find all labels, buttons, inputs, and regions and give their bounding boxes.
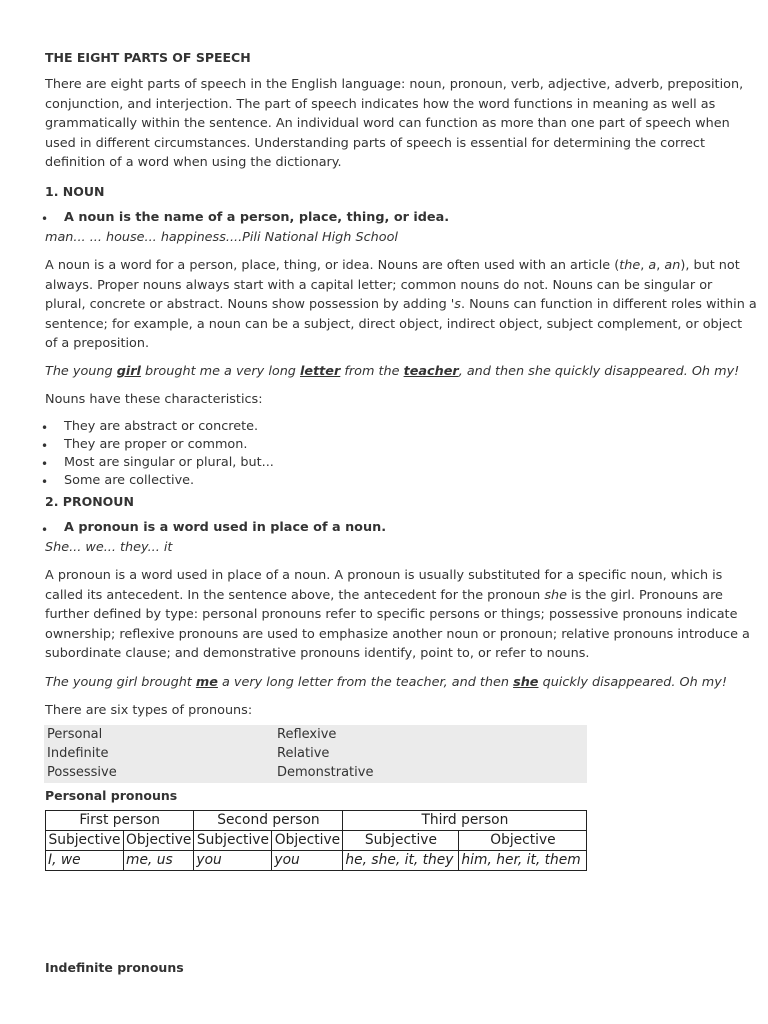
- table-group-header: Third person: [343, 811, 587, 831]
- indefinite-pronouns-heading: Indefinite pronouns: [45, 960, 184, 975]
- noun-examples: man... ... house... happiness....Pili National High School: [45, 230, 398, 245]
- bullet-icon: •: [41, 421, 49, 435]
- table-row: [46, 811, 587, 831]
- noun-example-sentence: The young girl brought me a very long letter from the teacher, and then she quickly disappeared. Oh my!: [45, 364, 740, 379]
- table-cell: him, her, it, them: [459, 851, 587, 871]
- table-row: [46, 851, 587, 871]
- pronoun-para-line: A pronoun is a word used in place of a noun. A pronoun is usually substituted for a specific noun, which is: [45, 568, 723, 583]
- list-item: Some are collective.: [64, 473, 195, 488]
- noun-definition: A noun is the name of a person, place, thing, or idea.: [64, 210, 450, 225]
- bullet-icon: •: [41, 523, 49, 537]
- pronoun-heading: 2. PRONOUN: [45, 494, 134, 509]
- pronoun-para-line: subordinate clause; and demonstrative pronouns identify, point to, or refer to nouns.: [45, 646, 590, 662]
- noun-paragraph: [45, 256, 757, 354]
- table-cell: me, us: [124, 851, 194, 871]
- table-cell: I, we: [46, 851, 124, 871]
- table-cell: you: [272, 851, 343, 871]
- pronoun-paragraph: [45, 566, 750, 664]
- table-subheader: Objective: [459, 831, 587, 851]
- bullet-icon: •: [41, 457, 49, 471]
- table-subheader: Objective: [272, 831, 343, 851]
- intro-line: definition of a word when using the dictionary.: [45, 155, 342, 171]
- intro-line: used in different circumstances. Understanding parts of speech is essential for determining the correct: [45, 135, 705, 151]
- intro-line: grammatically within the sentence. An individual word can function as more than one part of speech when: [45, 116, 730, 132]
- noun-para-line: always. Proper nouns always start with a capital letter; common nouns do not. Nouns can be singular or: [45, 277, 713, 293]
- pronoun-para-line: called its antecedent. In the sentence above, the antecedent for the pronoun she is the girl. Pronouns are: [45, 587, 723, 603]
- bullet-icon: •: [41, 475, 49, 489]
- bullet-icon: •: [41, 439, 49, 453]
- noun-heading: 1. NOUN: [45, 184, 105, 199]
- noun-para-line: plural, concrete or abstract. Nouns show possession by adding 's. Nouns can function in different roles within a: [45, 297, 757, 313]
- noun-para-line: of a preposition.: [45, 336, 150, 352]
- pronoun-types-intro: There are six types of pronouns:: [45, 703, 253, 718]
- pronoun-para-line: further defined by type: personal pronouns refer to specific persons or things; possessive pronouns indicate: [45, 607, 738, 623]
- pronoun-para-line: ownership; reflexive pronouns are used to emphasize another noun or pronoun; relative pronouns introduce a: [45, 626, 750, 642]
- table-cell: you: [194, 851, 272, 871]
- pronoun-definition: A pronoun is a word used in place of a noun.: [64, 520, 387, 535]
- pronoun-type: Possessive: [47, 765, 117, 780]
- noun-para-line: A noun is a word for a person, place, thing, or idea. Nouns are often used with an article (the, a, an), but not: [45, 258, 740, 273]
- intro-line: There are eight parts of speech in the English language: noun, pronoun, verb, adjective, adverb, preposition,: [45, 77, 744, 92]
- pronoun-type: Personal: [47, 727, 103, 742]
- intro-paragraph: [45, 75, 743, 173]
- pronoun-type: Relative: [277, 746, 330, 761]
- pronoun-examples: She... we... they... it: [45, 540, 173, 555]
- table-subheader: Subjective: [194, 831, 272, 851]
- bullet-icon: •: [41, 212, 49, 226]
- pronoun-example-sentence: The young girl brought me a very long letter from the teacher, and then she quickly disappeared. Oh my!: [45, 675, 727, 690]
- table-subheader: Subjective: [343, 831, 459, 851]
- table-row: [46, 831, 587, 851]
- page-title: THE EIGHT PARTS OF SPEECH: [45, 50, 251, 65]
- list-item: They are abstract or concrete.: [64, 419, 259, 434]
- list-item: They are proper or common.: [64, 437, 248, 452]
- pronoun-type: Demonstrative: [277, 765, 374, 780]
- table-subheader: Objective: [124, 831, 194, 851]
- intro-line: conjunction, and interjection. The part of speech indicates how the word functions in meaning as well as: [45, 96, 716, 112]
- table-cell: he, she, it, they: [343, 851, 459, 871]
- table-group-header: Second person: [194, 811, 343, 831]
- noun-characteristics-intro: Nouns have these characteristics:: [45, 392, 263, 407]
- list-item: Most are singular or plural, but...: [64, 455, 274, 470]
- table-subheader: Subjective: [46, 831, 124, 851]
- pronoun-type: Indefinite: [47, 746, 109, 761]
- personal-pronouns-table: [45, 810, 587, 871]
- noun-para-line: sentence; for example, a noun can be a subject, direct object, indirect object, subject complement, or object: [45, 316, 743, 332]
- table-group-header: First person: [46, 811, 194, 831]
- personal-pronouns-heading: Personal pronouns: [45, 788, 178, 803]
- pronoun-types-box: [44, 725, 587, 783]
- pronoun-type: Reflexive: [277, 727, 337, 742]
